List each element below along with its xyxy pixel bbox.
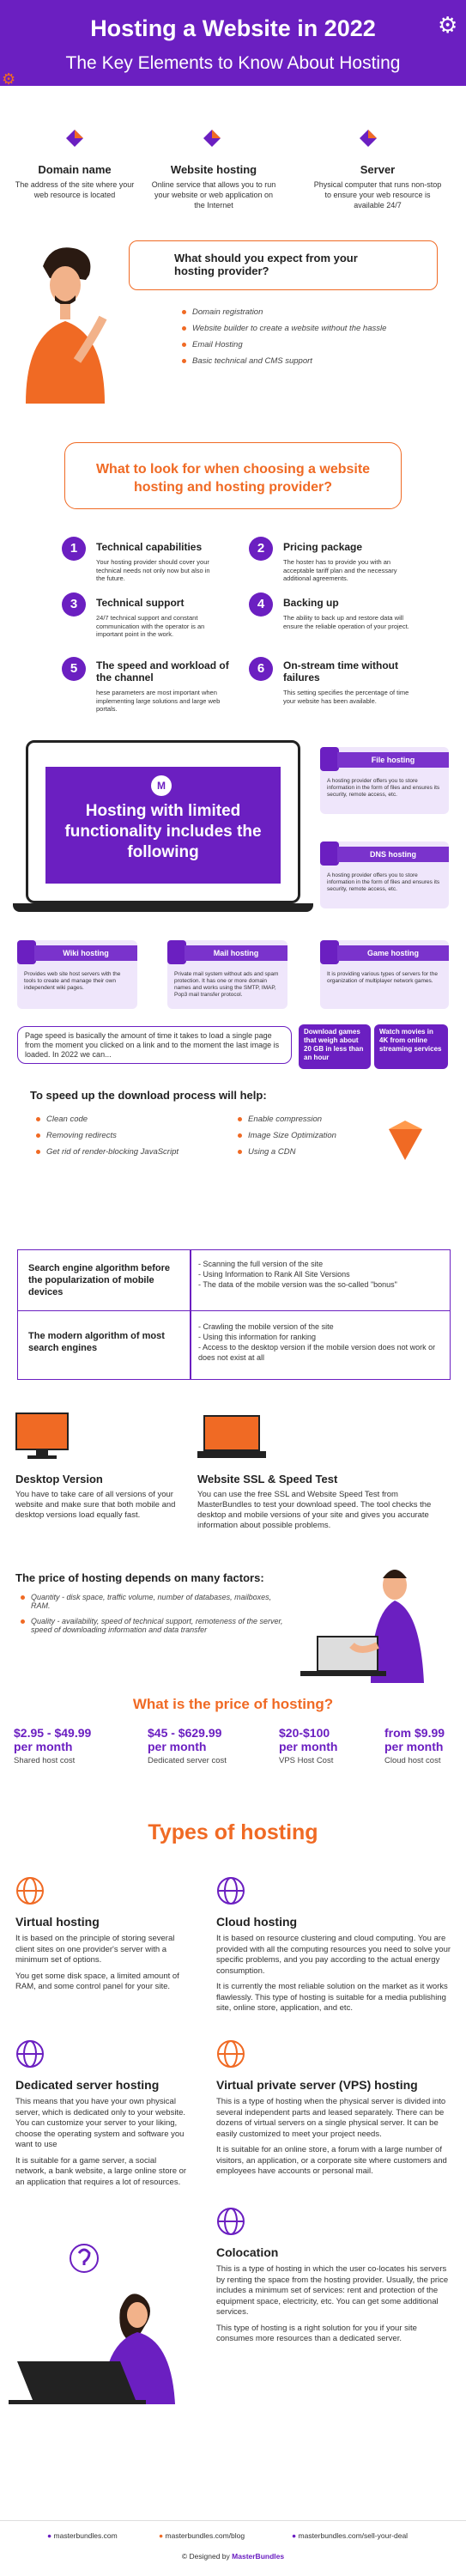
globe-icon	[15, 1876, 45, 1905]
page-title: Hosting a Website in 2022	[90, 15, 376, 41]
lookfor-item	[96, 541, 221, 583]
lookfor-item	[283, 597, 412, 630]
list-item: - Crawling the mobile version of the site	[198, 1322, 334, 1331]
basic-text: Online service that allows you to run your website or web application on the Internet	[151, 180, 276, 210]
type-text: It is based on resource clustering and cloud computing. You are provided with all the computing resources you need to solve your specific problems, and you pay according to the actual energy consumption.	[216, 1934, 451, 1976]
number-badge: 3	[62, 592, 86, 617]
server-icon	[167, 940, 186, 964]
type-title: Colocation	[216, 2245, 279, 2259]
number-badge: 1	[62, 537, 86, 561]
list-item: Image Size Optimization	[236, 1131, 373, 1140]
limited-title: Hosting with limited functionality includes the following	[64, 802, 262, 861]
lookfor-item	[283, 659, 412, 705]
price-value: $45 - $629.99	[148, 1726, 222, 1740]
diamond-icon	[359, 129, 378, 148]
price-value: from $9.99	[384, 1726, 445, 1740]
item-title: Technical support	[96, 597, 185, 609]
server-icon	[17, 940, 36, 964]
laptop-icon	[197, 1415, 266, 1460]
list-item: Enable compression	[236, 1115, 373, 1124]
price-factors-title: The price of hosting depends on many factors:	[15, 1571, 264, 1584]
list-item: Get rid of render-blocking JavaScript	[34, 1147, 206, 1157]
number-badge: 6	[249, 657, 273, 681]
list-item: Website builder to create a website without the hassle	[180, 324, 438, 333]
basic-domain	[10, 163, 139, 200]
price-label: VPS Host Cost	[279, 1756, 334, 1765]
feature-text: A hosting provider offers you to store information in the form of files and ensures its security, remote access, etc.	[327, 872, 440, 892]
feature-text: It is providing various types of servers for the organization of multiplayer network games.	[327, 971, 438, 984]
feature-label: Mail hosting	[185, 945, 287, 961]
globe-icon	[216, 2207, 245, 2236]
man-at-laptop-illustration	[300, 1563, 451, 1683]
algo-row	[17, 1311, 451, 1380]
feature-card	[167, 940, 287, 1009]
list-item: Email Hosting	[180, 340, 438, 349]
price-value: $20-$100	[279, 1726, 330, 1740]
prices-title: What is the price of hosting?	[132, 1696, 334, 1712]
list-item: Quality - availability, speed of technical support, remoteness of the server, speed of downloading information and data transfer	[19, 1617, 285, 1634]
globe-icon: ●	[292, 2531, 297, 2540]
list-item: - Using Information to Rank All Site Versions	[198, 1270, 350, 1279]
feature-label: Wiki hosting	[34, 945, 137, 961]
algo-list	[198, 1259, 439, 1290]
price-item	[279, 1726, 365, 1765]
basic-text: The address of the site where your web resource is located	[15, 180, 135, 199]
type-text: You get some disk space, a limited amount of RAM, and some control panel for your site.	[15, 1971, 179, 1991]
type-title: Dedicated server hosting	[15, 2078, 160, 2092]
gem-icon	[382, 1119, 429, 1162]
type-text: This type of hosting is a right solution for you if your site consumes more resources than a dedicated server.	[216, 2323, 417, 2343]
version-title: Website SSL & Speed Test	[197, 1473, 338, 1485]
feature-label: Game hosting	[337, 945, 449, 961]
price-item	[14, 1726, 117, 1765]
page-subtitle: The Key Elements to Know About Hosting	[65, 53, 401, 73]
type-text: It is suitable for an online store, a forum with a large number of visitors, an application, or a corporate site where customers and employees have accounts or personal mail.	[216, 2145, 447, 2176]
feature-card	[17, 940, 137, 1009]
price-label: Cloud host cost	[384, 1756, 441, 1765]
list-item: - Using this information for ranking	[198, 1333, 317, 1341]
item-title: Backing up	[283, 597, 339, 609]
feature-card	[320, 841, 449, 908]
gear-icon: ⚙	[2, 70, 16, 88]
version-title: Desktop Version	[15, 1473, 103, 1485]
item-text: The ability to back up and restore data will ensure the reliable operation of your project.	[283, 614, 409, 630]
item-text: 24/7 technical support and constant communication with the operator is an important point in the work.	[96, 614, 205, 638]
speed-card	[17, 1026, 292, 1064]
footer-link-text: masterbundles.com	[53, 2531, 118, 2540]
list-item: - Scanning the full version of the site	[198, 1260, 324, 1268]
item-title: The speed and workload of the channel	[96, 659, 229, 683]
price-value: $2.95 - $49.99	[14, 1726, 92, 1740]
price-label: Shared host cost	[14, 1756, 76, 1765]
lookfor-title: What to look for when choosing a website hosting and hosting provider?	[95, 462, 371, 495]
price-period: per month	[384, 1740, 444, 1753]
laptop-screen	[26, 740, 300, 903]
server-icon	[320, 940, 339, 964]
feature-card	[320, 747, 449, 814]
algo-title: Search engine algorithm before the popularization of mobile devices	[28, 1263, 171, 1297]
version-text: You can use the free SSL and Website Speed Test from MasterBundles to test your download speed. The tool checks the desktop and mobile versions of your site and gives you accurate information about possible problems.	[197, 1490, 432, 1530]
footer-link[interactable]	[292, 2531, 408, 2540]
globe-icon	[216, 2039, 245, 2069]
list-item: Domain registration	[180, 307, 438, 317]
price-period: per month	[14, 1740, 73, 1753]
algo-row	[17, 1249, 451, 1311]
item-title: Pricing package	[283, 541, 363, 553]
type-text: This is a type of hosting when the physical server is divided into several independent parts and leased separately. There can be dozens of virtual servers on a single physical server. It can be easily customized to meet your project needs.	[216, 2097, 446, 2139]
speed-box: Download games that weigh about 20 GB in less than an hour	[299, 1024, 371, 1069]
list-item: Using a CDN	[236, 1147, 373, 1157]
type-text: It is based on the principle of storing several client sites on one provider's server with a minimum set of options.	[15, 1934, 175, 1965]
number-badge: 4	[249, 592, 273, 617]
basic-text: Physical computer that runs non-stop to ensure your web resource is available 24/7	[313, 180, 442, 210]
algo-title: The modern algorithm of most search engines	[28, 1331, 165, 1353]
speed-help-title: To speed up the download process will help:	[30, 1089, 267, 1102]
number-badge: 2	[249, 537, 273, 561]
globe-icon	[216, 1876, 245, 1905]
speed-help-list	[34, 1115, 206, 1163]
item-title: Technical capabilities	[96, 541, 203, 553]
price-label: Dedicated server cost	[148, 1756, 227, 1765]
item-text: This setting specifies the percentage of time your website has been available.	[283, 689, 409, 705]
server-icon	[320, 841, 339, 866]
basic-hosting	[149, 163, 278, 210]
item-title: On-stream time without failures	[283, 659, 399, 683]
version-text: You have to take care of all versions of your website and make sure that both mobile and desktop versions load equally fast.	[15, 1490, 176, 1520]
header-banner	[0, 0, 466, 86]
feature-text: Private mail system without ads and spam protection. It has one or more domain names and works using the SMTP, IMAP, Pop3 mail transfer protocol.	[174, 971, 279, 998]
type-title: Virtual private server (VPS) hosting	[216, 2078, 418, 2092]
item-text: The hoster has to provide you with an acceptable tariff plan and the necessary additional agreements.	[283, 558, 397, 582]
basic-title: Website hosting	[170, 163, 257, 176]
divider	[0, 2520, 466, 2521]
speed-help-list	[236, 1115, 373, 1163]
algo-list	[198, 1321, 439, 1363]
basic-title: Domain name	[38, 163, 112, 176]
list-item: Removing redirects	[34, 1131, 206, 1140]
speed-text: Page speed is basically the amount of time it takes to load a single page from the moment you clicked on a link and to the moment the last image is loaded. In 2022 we can...	[25, 1031, 280, 1059]
divider	[190, 1311, 191, 1379]
brand-logo: M	[151, 775, 172, 796]
version-desktop	[15, 1473, 187, 1521]
footer-link-text: masterbundles.com/sell-your-deal	[298, 2531, 409, 2540]
credit-brand: MasterBundles	[232, 2552, 285, 2561]
type-text: This means that you have your own physical server, which is dedicated only to your website. You can customize your server to your liking, choose the operating system and software you want to use	[15, 2097, 186, 2149]
type-text: This is a type of hosting in which the user co-locates his servers by renting the space from the hosting provider. Usually, the price includes a minimum set of services: rent and protection of the equipment space, electricity, etc. You can get some additional services.	[216, 2264, 449, 2317]
globe-icon: ●	[47, 2531, 52, 2540]
globe-icon: ●	[159, 2531, 164, 2540]
price-item	[384, 1726, 462, 1765]
basic-title: Server	[360, 163, 396, 176]
type-title: Virtual hosting	[15, 1915, 100, 1929]
list-item: - Access to the desktop version if the mobile version does not work or does not exist at all	[198, 1343, 436, 1362]
expect-card	[129, 240, 438, 290]
laptop-base	[13, 903, 313, 912]
list-item: Basic technical and CMS support	[180, 356, 438, 366]
type-text: It is suitable for a game server, a social network, a bank website, a large online store or an application that requires a lot of resources.	[15, 2155, 187, 2187]
feature-label: File hosting	[337, 752, 449, 768]
laptop-display	[45, 767, 281, 884]
lookfor-card	[64, 442, 402, 509]
footer-link[interactable]	[47, 2531, 118, 2540]
diamond-icon	[203, 129, 221, 148]
price-item	[148, 1726, 251, 1765]
feature-label: DNS hosting	[337, 847, 449, 862]
types-title: Types of hosting	[148, 1820, 318, 1844]
version-ssl	[197, 1473, 451, 1531]
type-dedicated	[15, 2078, 187, 2193]
item-text: hese parameters are most important when implementing large solutions and large web portals.	[96, 689, 221, 713]
feature-text: Provides web site host servers with the tools to create and manage their own independent wiki pages.	[24, 971, 121, 991]
type-text: It is currently the most reliable solution on the market as it works flawlessly. This type of hosting is suitable for a media publishing site, online store, application, and etc.	[216, 1982, 448, 2013]
type-colocation	[216, 2245, 452, 2350]
expect-list	[180, 307, 438, 373]
type-title: Cloud hosting	[216, 1915, 298, 1929]
basic-server	[313, 163, 442, 210]
speed-box: Watch movies in 4K from online streaming services	[374, 1024, 448, 1069]
item-text: Your hosting provider should cover your technical needs not only now but also in the future.	[96, 558, 210, 582]
lookfor-item	[283, 541, 412, 583]
divider	[190, 1250, 191, 1310]
woman-laptop-illustration	[9, 2233, 206, 2404]
footer-credit	[0, 2552, 466, 2561]
lookfor-item	[96, 597, 221, 639]
feature-text: A hosting provider offers you to store information in the form of files and ensures its security, remote access, etc.	[327, 778, 440, 798]
diamond-icon	[65, 129, 84, 148]
gear-icon: ⚙	[438, 12, 458, 38]
price-period: per month	[148, 1740, 207, 1753]
type-virtual	[15, 1915, 187, 1998]
list-item: - The data of the mobile version was the so-called "bonus"	[198, 1280, 397, 1289]
footer-link[interactable]	[159, 2531, 245, 2540]
number-badge: 5	[62, 657, 86, 681]
thinking-man-illustration	[17, 232, 120, 404]
list-item: Quantity - disk space, traffic volume, number of databases, mailboxes, RAM.	[19, 1593, 285, 1610]
server-icon	[320, 747, 339, 771]
type-cloud	[216, 1915, 452, 2020]
lookfor-item	[96, 659, 233, 714]
price-period: per month	[279, 1740, 338, 1753]
feature-card	[320, 940, 449, 1009]
credit-text: © Designed by	[181, 2552, 230, 2561]
globe-icon	[15, 2039, 45, 2069]
footer-link-text: masterbundles.com/blog	[165, 2531, 245, 2540]
type-vps	[216, 2078, 452, 2183]
desktop-icon	[15, 1413, 69, 1461]
expect-title: What should you expect from your hosting provider?	[174, 252, 358, 277]
list-item: Clean code	[34, 1115, 206, 1124]
price-factors-list	[19, 1593, 285, 1641]
